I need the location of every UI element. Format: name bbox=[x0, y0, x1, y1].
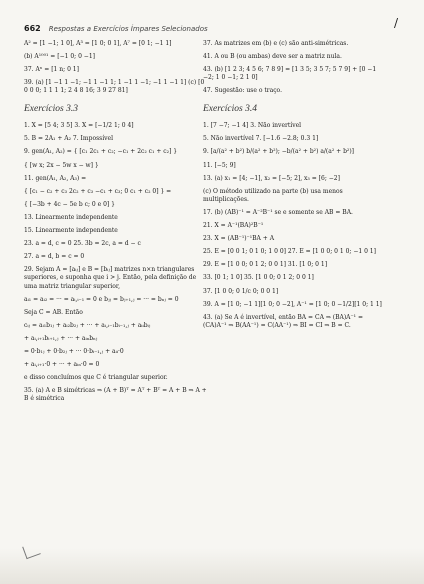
page-header bbox=[24, 24, 208, 33]
answer-item: 39. A = [1 0; −1 1][1 0; 0 −2], A⁻¹ = [1 0; 0 −1/2][1 0; 1 1] bbox=[203, 300, 382, 308]
answer-item: (c) O método utilizado na parte (b) usa menos multiplicações. bbox=[203, 187, 343, 203]
answer-item: 41. A ou B (ou ambas) deve ser a matriz nula. bbox=[203, 53, 342, 61]
answer-item: 43. (a) Se A é invertível, então BA = CA ⇒ (BA)A⁻¹ = (CA)A⁻¹ ⇒ B(AA⁻¹) = C(AA⁻¹) ⇒ BI = CI ⇒ B = C. bbox=[203, 313, 364, 329]
answer-item: 43. (b) [1 2 3; 4 5 6; 7 8 9] = [1 3 5; 3 5 7; 5 7 9] + [0 −1 −2; 1 0 −1; 2 1 0] bbox=[203, 66, 377, 82]
answer-item: 11. [−5; 9] bbox=[203, 161, 236, 169]
section-title: Exercícios 3.3 bbox=[24, 104, 78, 115]
answer-item: Seja C = AB. Então bbox=[24, 308, 83, 316]
answer-item: 17. (b) (AB)⁻¹ = A⁻²B⁻¹ se e somente se AB = BA. bbox=[203, 208, 353, 216]
answer-item: 25. E = [0 0 1; 0 1 0; 1 0 0] 27. E = [1 0 0; 0 1 0; −1 0 1] bbox=[203, 248, 376, 256]
answer-item: = 0·b₁ⱼ + 0·b₂ⱼ + ··· 0·bᵢ₋₁,ⱼ + aᵢᵢ·0 bbox=[24, 347, 124, 355]
answer-item: 1. [7 −7; −1 4] 3. Não invertível bbox=[203, 122, 302, 130]
answer-item: aᵢ₁ = aᵢ₂ = ··· = aᵢ,ᵢ₋₁ = 0 e bⱼⱼ = bⱼ₊₁,ⱼ = ··· = bₙⱼ = 0 bbox=[24, 295, 179, 303]
answer-item: 35. (a) A e B simétricas ⇒ (A + B)ᵀ = Aᵀ + Bᵀ = A + B ⇒ A + B é simétrica bbox=[24, 387, 207, 403]
page-bottom-shadow bbox=[0, 548, 424, 584]
answer-item: 13. (a) x₁ = [4; −1], x₂ = [−5; 2], x₃ = [6; −2] bbox=[203, 174, 340, 182]
answer-item: 33. [0 1; 1 0] 35. [1 0 0; 0 1 2; 0 0 1] bbox=[203, 274, 314, 282]
section-title: Exercícios 3.4 bbox=[203, 104, 257, 115]
answer-item: 47. Sugestão: use o traço. bbox=[203, 87, 282, 95]
answer-item: 21. X = A⁻¹(BA)²B⁻¹ bbox=[203, 222, 264, 230]
answer-item: + aᵢ,ᵢ₊₁·0 + ··· + aᵢₙ·0 = 0 bbox=[24, 361, 100, 369]
page-corner-mark: / bbox=[394, 16, 399, 30]
answer-item: 23. X = (AB⁻¹)⁻¹BA + A bbox=[203, 235, 275, 243]
answer-item: cᵢⱼ = aᵢ₁b₁ⱼ + aᵢ₂b₂ⱼ + ··· + aᵢ,ᵢ₋₁bᵢ₋₁,ⱼ + aᵢᵢbᵢⱼ bbox=[24, 321, 151, 329]
running-title: Respostas a Exercícios Ímpares Selecionados bbox=[48, 25, 208, 33]
answer-item: 13. Linearmente independente bbox=[24, 213, 118, 221]
answer-item: e disso concluímos que C é triangular superior. bbox=[24, 374, 168, 382]
answer-item: 5. Não invertível 7. [−1.6 −2.8; 0.3 1] bbox=[203, 135, 319, 143]
answer-item: 11. gen(A₁, A₂, A₃) = bbox=[24, 174, 87, 182]
answer-item: { [w x; 2x − 5w x − w] } bbox=[24, 161, 99, 169]
answer-item: A² = [1 −1; 1 0], A³ = [1 0; 0 1], A⁷ = [0 1; −1 1] bbox=[24, 40, 172, 47]
page-number: 662 bbox=[24, 24, 41, 33]
answer-item: 1. X = [5 4; 3 5] 3. X = [−1/2 1; 0 4] bbox=[24, 122, 134, 130]
left-column bbox=[24, 40, 209, 408]
answer-item: + aᵢ,ᵢ₊₁bᵢ₊₁,ⱼ + ··· + aᵢₙbₙⱼ bbox=[24, 334, 98, 342]
answer-item: 29. Sejam A = [aᵢⱼ] e B = [bᵢⱼ] matrizes n×n triangulares superiores, e suponha que i > j. Então, pela definição de uma matriz triangular superior, bbox=[24, 266, 197, 290]
answer-item: 37. As matrizes em (b) e (c) são anti-simétricas. bbox=[203, 40, 349, 47]
answer-item: 9. [a/(a² + b²) b/(a² + b²); −b/(a² + b²) a/(a² + b²)] bbox=[203, 148, 355, 156]
answer-item: { [c₁ − c₂ + c₃ 2c₂ + c₃ −c₁ + c₃; 0 c₁ + c₂ 0] } = bbox=[24, 187, 172, 195]
answer-item: 23. a = d, c = 0 25. 3b = 2c, a = d − c bbox=[24, 240, 141, 248]
answer-item: (b) A¹⁰⁰¹ = [−1 0; 0 −1] bbox=[24, 53, 95, 61]
right-column bbox=[203, 40, 388, 335]
answer-item: { [−3b + 4c − 5e b c; 0 e 0] } bbox=[24, 200, 115, 208]
answer-item: 37. [1 0 0; 0 1/c 0; 0 0 1] bbox=[203, 287, 279, 295]
answer-item: 27. a = d, b = c = 0 bbox=[24, 253, 85, 261]
answer-item: 29. E = [1 0 0; 0 1 2; 0 0 1] 31. [1 0; 0 1] bbox=[203, 261, 328, 269]
answer-item: 37. Aⁿ = [1 n; 0 1] bbox=[24, 66, 79, 74]
answer-item: 39. (a) [1 −1 1 −1; −1 1 −1 1; 1 −1 1 −1; −1 1 −1 1] (c) [0 0 0 0; 1 1 1 1; 2 4 8 16; 3 9 27 81] bbox=[24, 79, 205, 95]
answer-item: 5. B = 2A₁ + A₂ 7. Impossível bbox=[24, 135, 114, 143]
answer-item: 15. Linearmente independente bbox=[24, 227, 118, 235]
answer-item: 9. gen(A₁, A₂) = { [c₁ 2c₁ + c₂; −c₁ + 2c₂ c₁ + c₂] } bbox=[24, 148, 178, 156]
